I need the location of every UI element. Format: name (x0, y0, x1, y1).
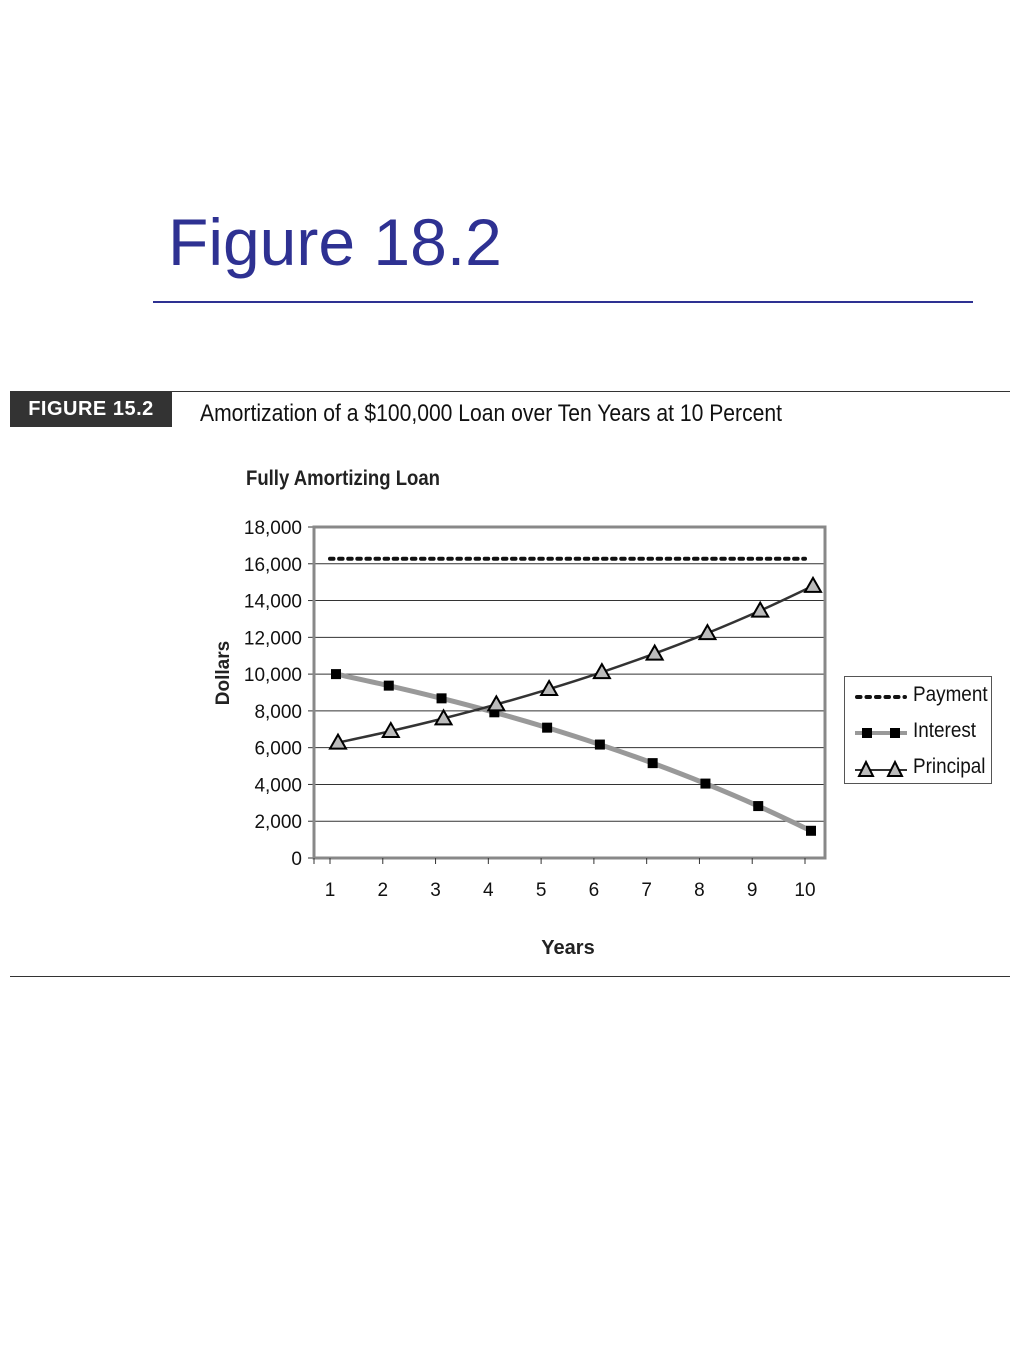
y-tick-label: 6,000 (254, 738, 302, 760)
y-tick-label: 4,000 (254, 775, 302, 797)
principal-point-9 (752, 603, 768, 617)
x-tick-label: 5 (535, 880, 547, 901)
series-interest-line (336, 674, 811, 831)
legend-label-interest: Interest (913, 719, 977, 742)
y-tick-label: 14,000 (243, 591, 302, 613)
series-principal-line (338, 586, 813, 743)
interest-point-1 (331, 669, 341, 679)
interest-point-3 (437, 693, 447, 703)
interest-point-10 (806, 826, 816, 836)
legend-label-payment: Payment (913, 683, 988, 706)
x-tick-label: 8 (694, 880, 705, 901)
y-tick-label: 2,000 (254, 812, 302, 834)
legend-swatch-principal (853, 757, 909, 781)
legend-label-principal: Principal (913, 755, 986, 778)
interest-point-7 (648, 758, 658, 768)
x-axis-label: Years (541, 937, 595, 959)
y-tick-label: 16,000 (243, 554, 302, 576)
x-tick-label: 9 (746, 880, 758, 901)
plot-area-frame (314, 527, 825, 858)
interest-point-6 (595, 740, 605, 750)
interest-point-2 (384, 681, 394, 691)
legend-item-principal (845, 751, 991, 787)
x-tick-label: 1 (324, 880, 336, 901)
legend-item-interest (845, 715, 991, 751)
x-tick-label: 2 (377, 880, 389, 901)
y-tick-label: 18,000 (243, 518, 302, 539)
y-tick-label: 12,000 (243, 628, 302, 650)
x-tick-label: 10 (794, 880, 816, 901)
chart-title: Fully Amortizing Loan (246, 467, 440, 490)
y-axis-label: Dollars (213, 640, 234, 706)
y-tick-label: 10,000 (243, 665, 302, 687)
legend-swatch-interest (853, 721, 909, 745)
chart-legend (844, 676, 992, 784)
interest-point-9 (753, 801, 763, 811)
y-tick-label: 0 (291, 849, 302, 870)
slide-title: Figure 18.2 (168, 205, 502, 279)
x-tick-label: 7 (641, 880, 652, 901)
x-tick-label: 4 (483, 880, 494, 901)
interest-point-8 (700, 779, 710, 789)
interest-point-5 (542, 723, 552, 733)
legend-item-payment (845, 679, 991, 715)
y-tick-label: 8,000 (254, 701, 302, 723)
x-tick-label: 3 (430, 880, 441, 901)
figure-badge: FIGURE 15.2 (10, 392, 172, 427)
legend-swatch-payment (853, 685, 909, 709)
figure-caption: Amortization of a $100,000 Loan over Ten Years at 10 Percent (200, 400, 782, 427)
principal-point-10 (805, 578, 821, 592)
x-tick-label: 6 (588, 880, 600, 901)
